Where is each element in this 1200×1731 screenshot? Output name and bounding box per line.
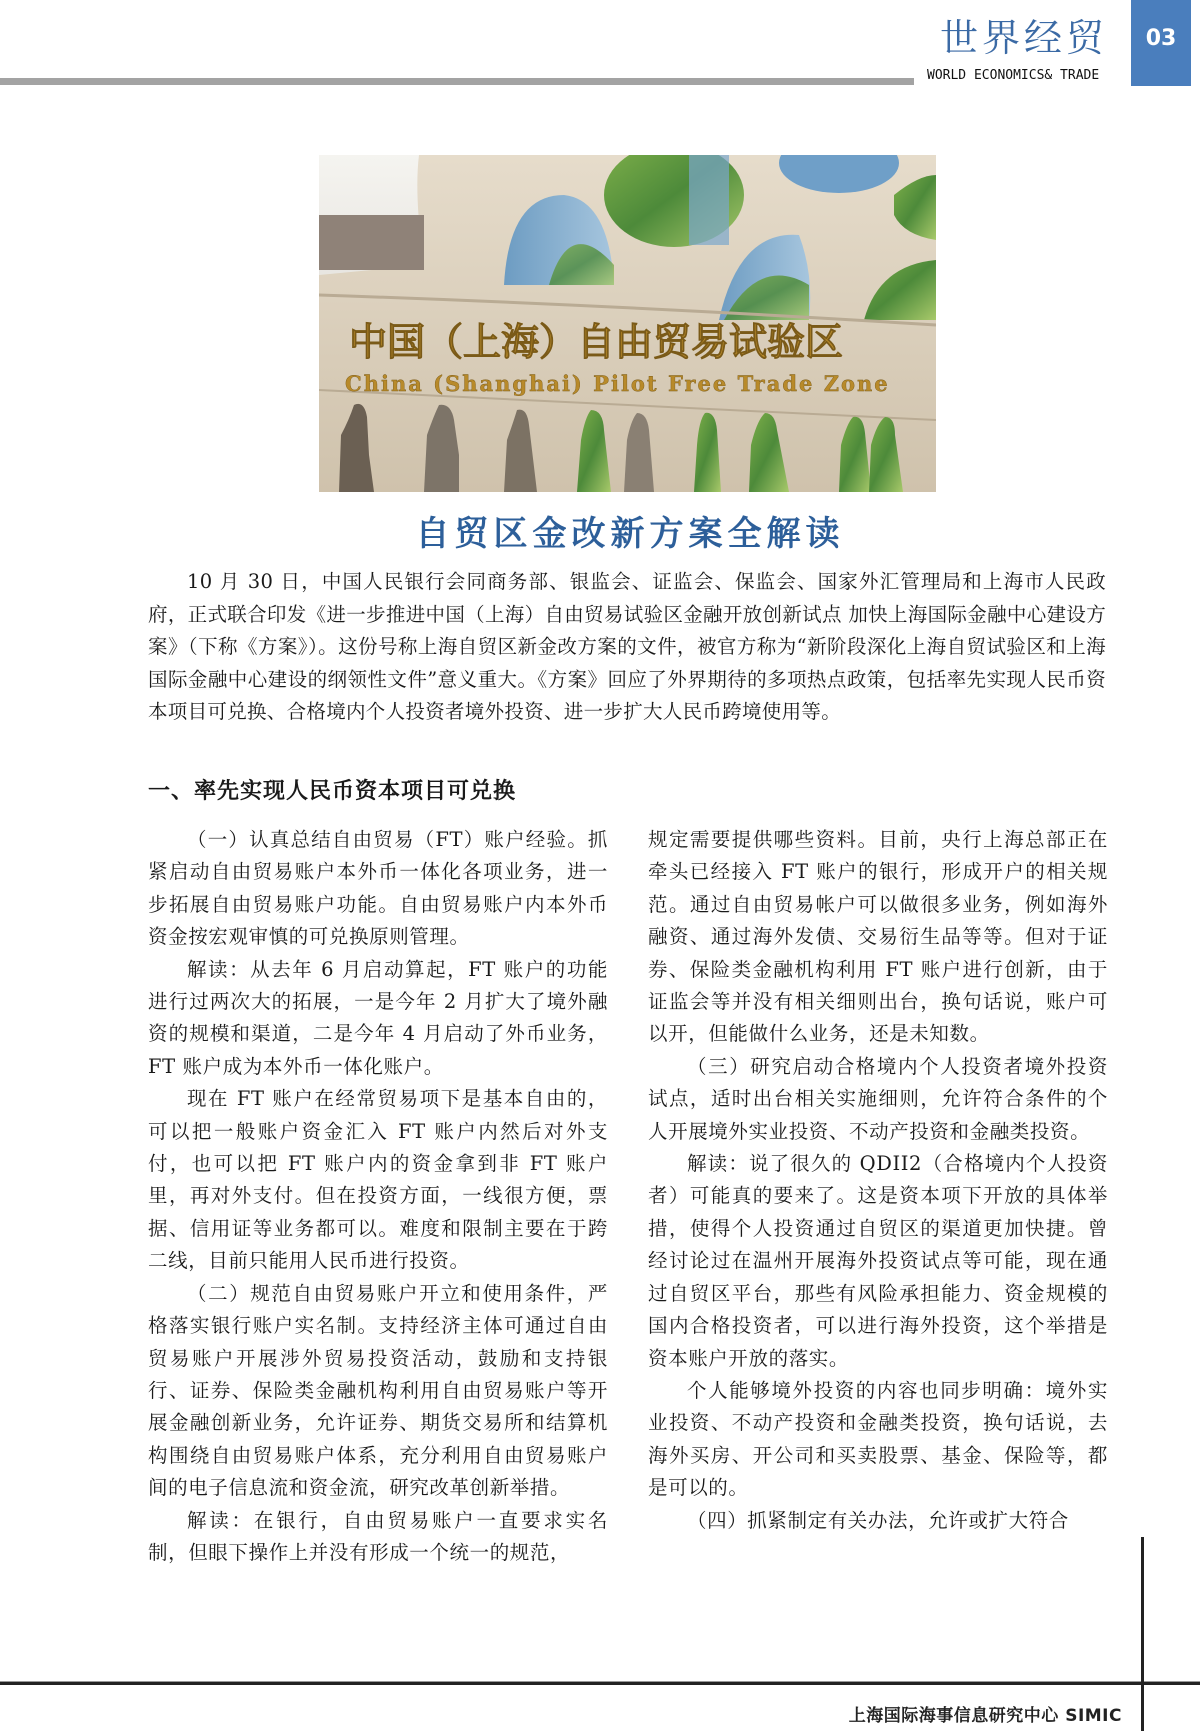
footer-divider [0, 1681, 1200, 1685]
paragraph: 解读：在银行，自由贸易账户一直要求实名制，但眼下操作上并没有形成一个统一的规范， [148, 1508, 608, 1564]
article-intro-paragraph: 10 月 30 日，中国人民银行会同商务部、银监会、证监会、保监会、国家外汇管理局和上海市人民政府，正式联合印发《进一步推进中国（上海）自由贸易试验区金融开放创新试点 加快上海国际金融中心建设方案》（下称《方案》）。这份号称上海自贸区新金改方案的文件，被官方称为“新阶段深化上海自贸试验区和上海国际金融中心建设的纲领性文件”意义重大。《方案》回应了外界期待的多项热点政策，包括率先实现人民币资本项目可兑换、合格境内个人投资者境外投资、进一步扩大人民币跨境使用等。 [148, 570, 1106, 723]
right-column [648, 824, 1108, 1537]
article-photo [319, 155, 936, 492]
paragraph: 现在 FT 账户在经常贸易项下是基本自由的，可以把一般账户资金汇入 FT 账户内然后对外支付，也可以把 FT 账户内的资金拿到非 FT 账户里，再对外支付。但在投资方面，一线很方便，票据、信用证等业务都可以。难度和限制主要在于跨二线，目前只能用人民币进行投资。 [148, 1087, 608, 1273]
footer-publisher: 上海国际海事信息研究中心 SIMIC [848, 1706, 1122, 1726]
sign-chinese-text: 中国（上海）自由贸易试验区 [349, 319, 844, 364]
paragraph: （二）规范自由贸易账户开立和使用条件，严格落实银行账户实名制。支持经济主体可通过自由贸易账户开展涉外贸易投资活动，鼓励和支持银行、证券、保险类金融机构利用自由贸易账户等开展金融创新业务，允许证券、期货交易所和结算机构围绕自由贸易账户体系，充分利用自由贸易账户间的电子信息流和资金流，研究改革创新举措。 [148, 1281, 608, 1500]
paragraph: 解读：说了很久的 QDII2（合格境内个人投资者）可能真的要来了。这是资本项下开放的具体举措，使得个人投资通过自贸区的渠道更加快捷。曾经讨论过在温州开展海外投资试点等可能，现在通过自贸区平台，那些有风险承担能力、资金规模的国内合格投资者，可以进行海外投资，这个举措是资本账户开放的落实。 [648, 1152, 1108, 1370]
left-column [148, 824, 608, 1569]
paragraph: 个人能够境外投资的内容也同步明确：境外实业投资、不动产投资和金融类投资，换句话说，去海外买房、开公司和买卖股票、基金、保险等，都是可以的。 [648, 1378, 1108, 1500]
free-trade-zone-photo [319, 155, 936, 492]
article-title: 自贸区金改新方案全解读 [415, 514, 845, 554]
paragraph: 解读：从去年 6 月启动算起，FT 账户的功能进行过两次大的拓展，一是今年 2 月扩大了境外融资的规模和渠道，二是今年 4 月启动了外币业务，FT 账户成为本外币一体化账户。 [148, 957, 608, 1078]
page-number-badge [1131, 0, 1191, 86]
paragraph-continuation: 规定需要提供哪些资料。目前，央行上海总部正在牵头已经接入 FT 账户的银行，形成开户的相关规范。通过自由贸易帐户可以做很多业务，例如海外融资、通过海外发债、交易衍生品等等。但对于证券、保险类金融机构利用 FT 账户进行创新，由于证监会等并没有相关细则出台，换句话说，账户可以开，但能做什么业务，还是未知数。 [648, 828, 1108, 1046]
paragraph: （一）认真总结自由贸易（FT）账户经验。抓紧启动自由贸易账户本外币一体化各项业务，进一步拓展自由贸易账户功能。自由贸易账户内本外币资金按宏观审慎的可兑换原则管理。 [148, 828, 608, 949]
paragraph: （四）抓紧制定有关办法，允许或扩大符合 [687, 1508, 1069, 1532]
page-number: 03 [1145, 26, 1177, 51]
sign-english-text: China (Shanghai) Pilot Free Trade Zone [345, 371, 890, 396]
footer-vertical-rule [1141, 1537, 1144, 1731]
magazine-subtitle: WORLD ECONOMICS& TRADE [927, 68, 1100, 83]
magazine-title: 世界经贸 [940, 16, 1109, 60]
header-divider-bar [0, 78, 914, 85]
paragraph: （三）研究启动合格境内个人投资者境外投资试点，适时出台相关实施细则，允许符合条件的个人开展境外实业投资、不动产投资和金融类投资。 [648, 1054, 1108, 1143]
section-heading: 一、率先实现人民币资本项目可兑换 [148, 779, 517, 804]
